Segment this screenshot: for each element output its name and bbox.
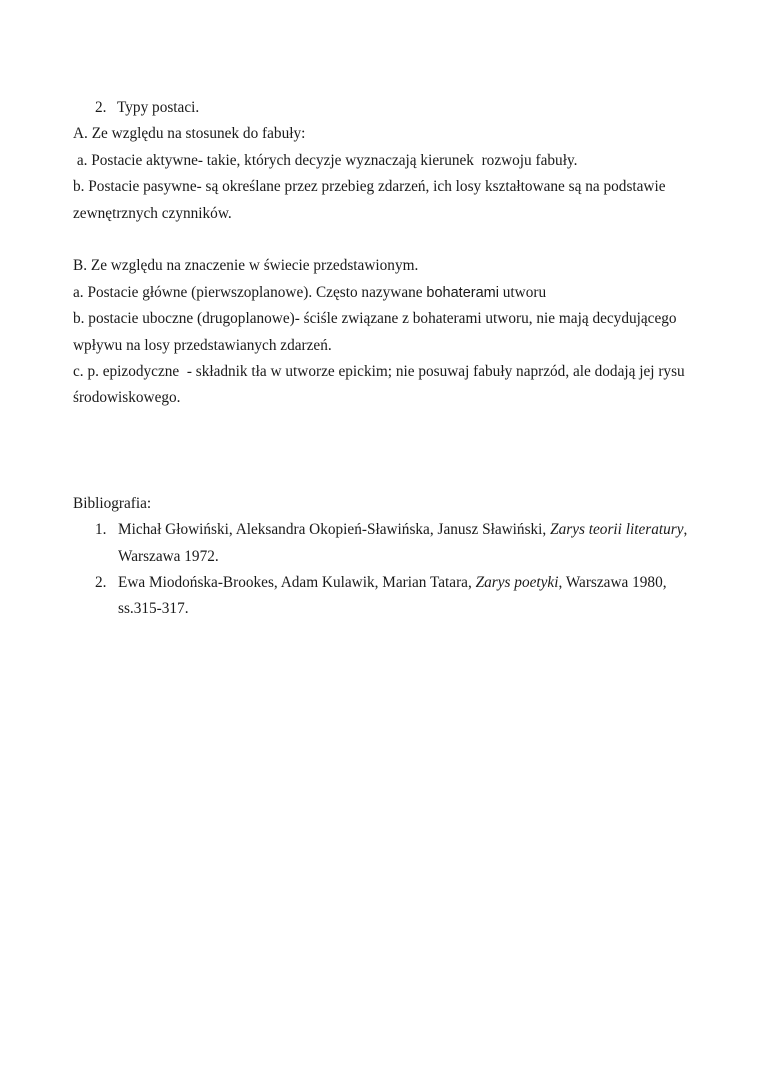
bibliography-entry-authors: Ewa Miodońska-Brookes, Adam Kulawik, Marian Tatara,: [118, 574, 476, 592]
bibliography-entry-title: Zarys poetyki: [475, 574, 559, 592]
section-b-item-c-line1: c. p. epizodyczne - składnik tła w utworze epickim; nie posuwaj fabuły naprzód, ale dodają jej rysu: [73, 363, 685, 381]
bibliography-entry-authors: Michał Głowiński, Aleksandra Okopień-Sławińska, Janusz Sławiński,: [118, 521, 551, 539]
bibliography-entry-rest: , Warszawa 1980, ss.315-317.: [118, 574, 667, 618]
section-number: 2.: [95, 99, 107, 116]
section-heading: [73, 95, 693, 121]
section-b-item-a: [73, 280, 693, 306]
section-b-item-a-term: bohaterami: [426, 284, 499, 301]
section-b-item-b-line2: wpływu na losy przedstawianych zdarzeń.: [73, 336, 332, 354]
bibliography-entry-2: [73, 570, 693, 623]
section-b-item-b-line1: b. postacie uboczne (drugoplanowe)- ściśle związane z bohaterami utworu, nie mają decydującego: [73, 310, 677, 328]
spacer: [73, 227, 693, 253]
bibliography-entry-rest: , Warszawa 1972.: [118, 521, 688, 565]
section-b-item-a-suffix: utworu: [498, 283, 547, 301]
section-a-heading: A. Ze względu na stosunek do fabuły:: [73, 125, 306, 143]
section-a-item-b-line2: zewnętrznych czynników.: [73, 204, 232, 222]
bibliography-entry-number: 1.: [95, 521, 107, 539]
section-b-heading: B. Ze względu na znaczenie w świecie przedstawionym.: [73, 257, 419, 275]
bibliography-entry-1: [73, 517, 693, 570]
section-title: Typy postaci.: [117, 99, 200, 116]
section-b-item-c-line2: środowiskowego.: [73, 389, 181, 407]
section-b-item-a-prefix: a. Postacie główne (pierwszoplanowe). Często nazywane: [73, 283, 427, 301]
document-page: [73, 95, 693, 623]
bibliography-entry-number: 2.: [95, 574, 107, 592]
bibliography-heading: Bibliografia:: [73, 494, 152, 512]
section-a-item-a: a. Postacie aktywne- takie, których decyzje wyznaczają kierunek rozwoju fabuły.: [73, 151, 578, 169]
spacer: [73, 412, 693, 491]
section-a-item-b-line1: b. Postacie pasywne- są określane przez przebieg zdarzeń, ich losy kształtowane są na podstawie: [73, 178, 666, 196]
bibliography-entry-title: Zarys teorii literatury: [550, 521, 684, 539]
